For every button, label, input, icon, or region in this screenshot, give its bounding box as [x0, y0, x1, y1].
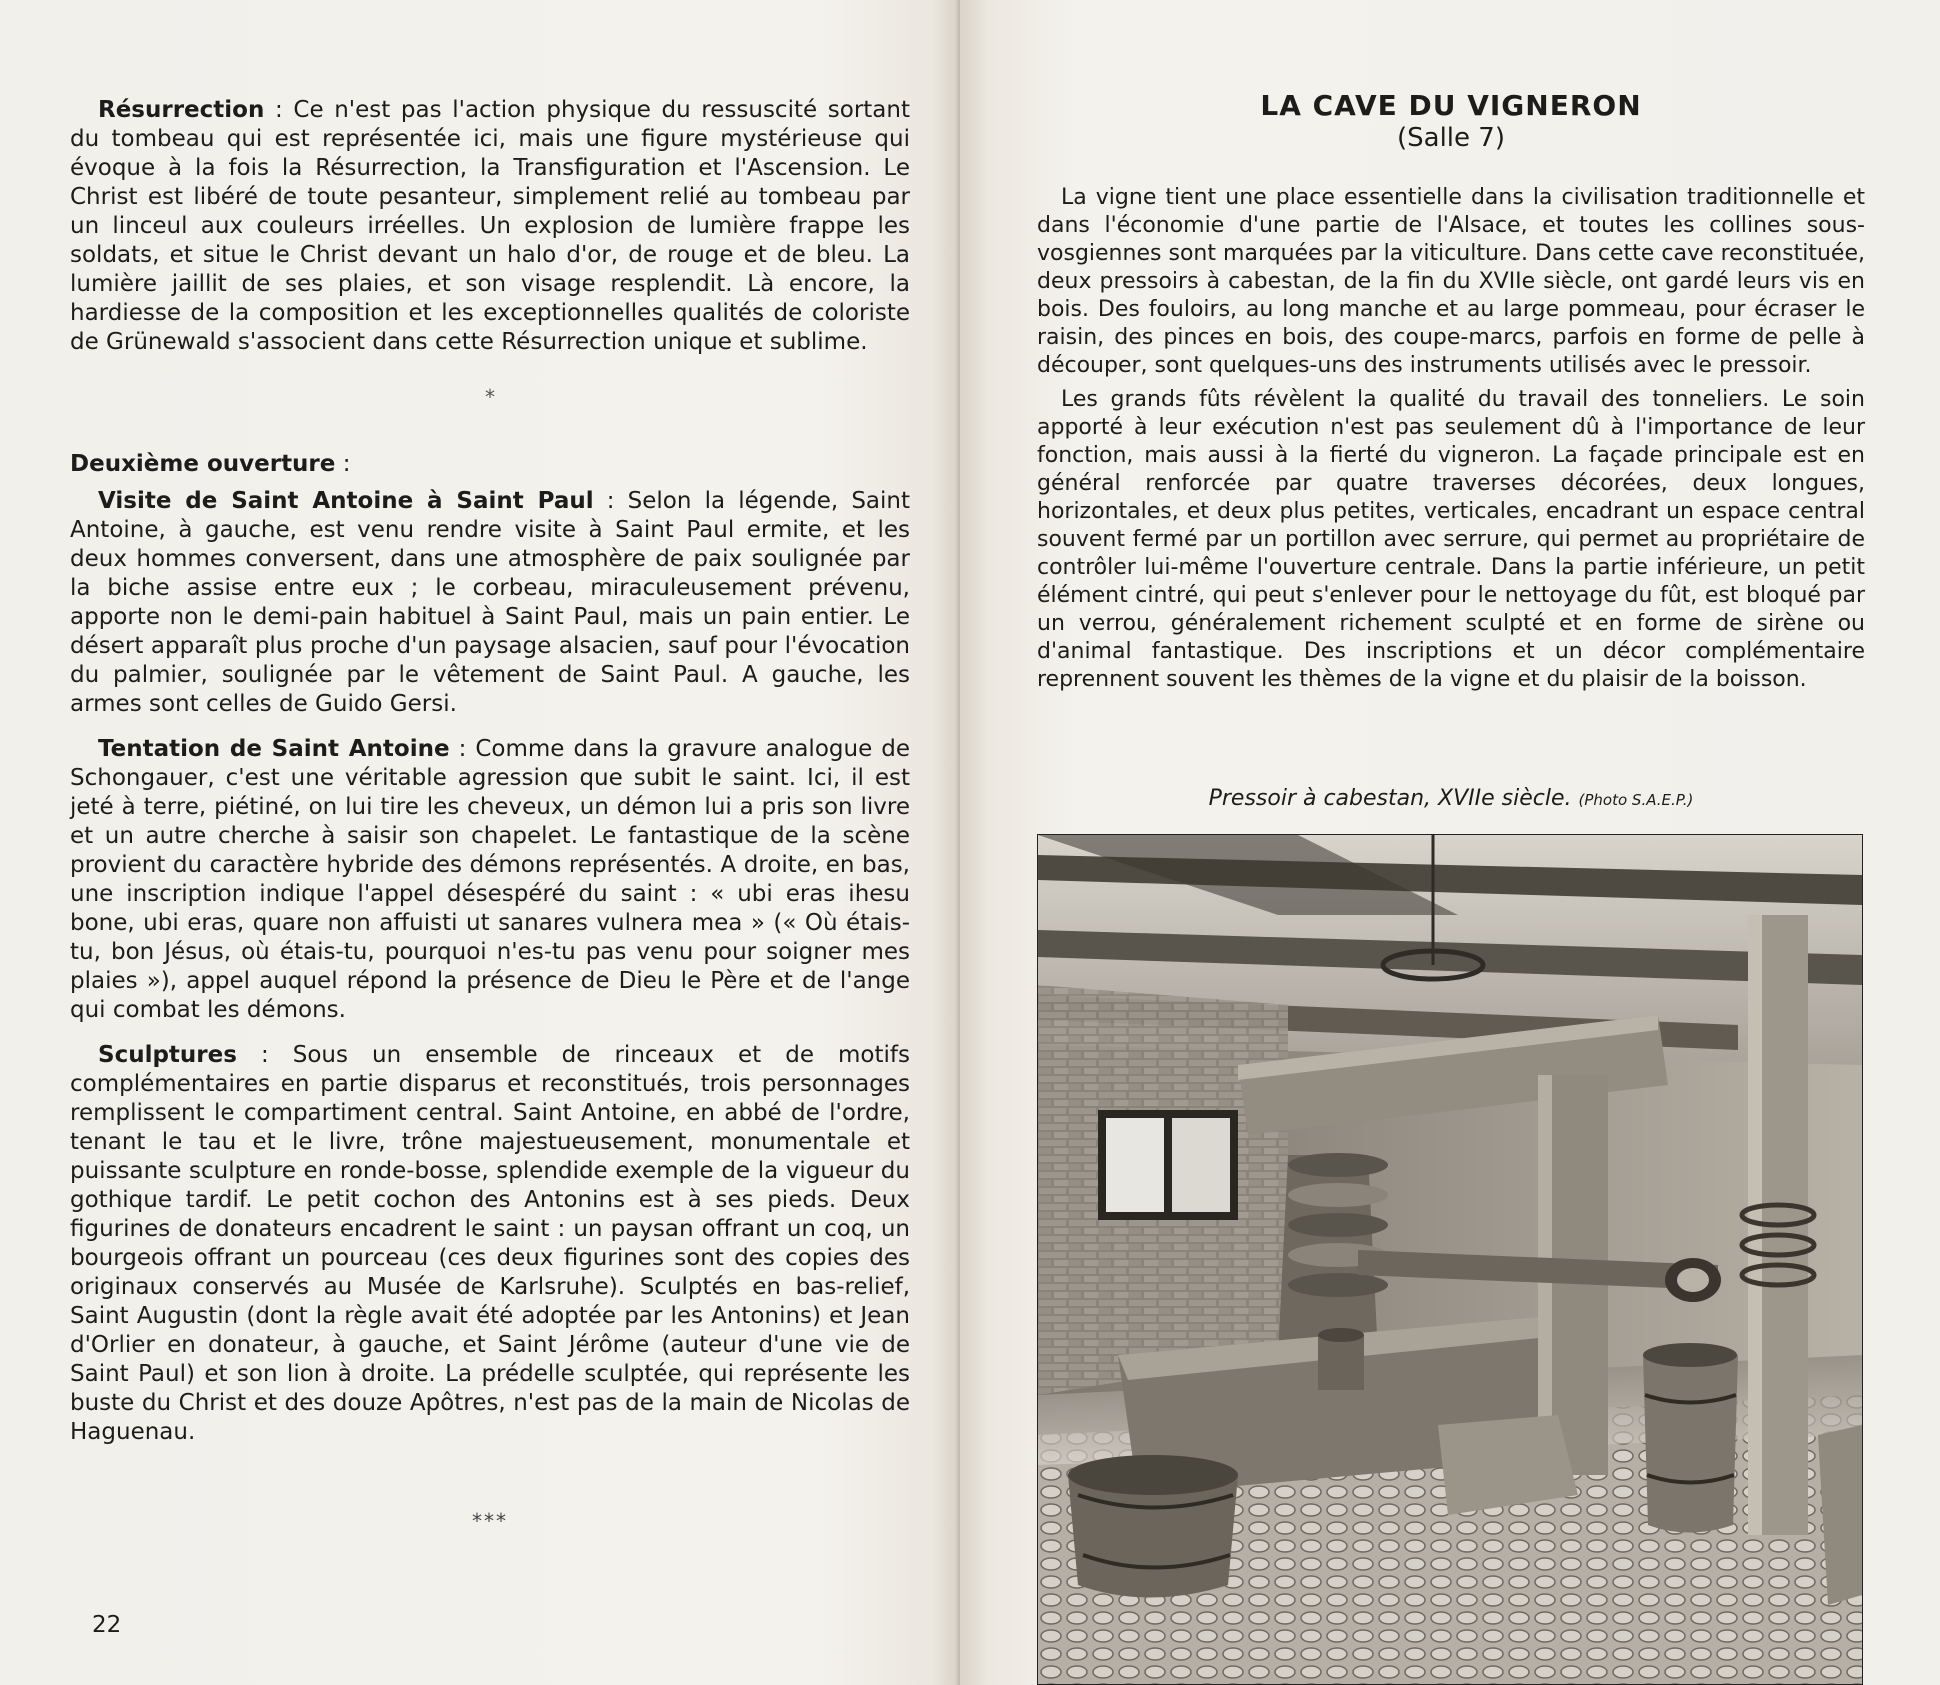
caption-credit: (Photo S.A.E.P.) — [1578, 791, 1694, 809]
page-number: 22 — [92, 1612, 122, 1638]
section-separator: * — [485, 385, 495, 409]
right-column — [1037, 89, 1865, 700]
term-visite: Visite de Saint Antoine à Saint Paul — [98, 488, 594, 514]
term-sculptures: Sculptures — [98, 1042, 237, 1068]
caption-text: Pressoir à cabestan, XVIIe siècle. — [1208, 786, 1572, 811]
page-title: LA CAVE DU VIGNERON — [1260, 89, 1642, 122]
photo-pressoir — [1037, 834, 1863, 1685]
paragraph-resurrection — [70, 96, 910, 357]
paragraph-tentation — [70, 735, 910, 1025]
left-page — [0, 0, 960, 1685]
paragraph-futs: Les grands fûts révèlent la qualité du travail des tonneliers. Le soin apporté à leur exécution n'est pas seulement dû à l'importance de leur fonction, mais aussi à la fierté du vigneron. La façade principale est en général renforcée par quatre traverses décorées, deux longues, horizontales, et deux plus petites, verticales, encadrant un espace central souvent fermé par un portillon avec serrure, qui permet au propriétaire de contrôler lui-même l'ouverture centrale. Dans la partie inférieure, un petit élément cintré, qui peut s'enlever pour le nettoyage du fût, est bloqué par un verrou, généralement richement sculpté et en forme de sirène ou d'animal fantastique. Des inscriptions et un décor complémentaire reprennent souvent les thèmes de la vigne et du plaisir de la boisson. — [1037, 387, 1865, 692]
heading-deuxieme-text: Deuxième ouverture — [70, 451, 336, 477]
term-tentation: Tentation de Saint Antoine — [98, 736, 450, 762]
text-tentation: : Comme dans la gravure analogue de Schongauer, c'est une véritable agression que subit le saint. Ici, il est jeté à terre, piétiné, on lui tire les cheveux, un démon lui a pris son livre et un autre cherche à saisir son chapelet. Le fantastique de la scène provient du caractère hybride des démons représentés. A droite, en bas, une inscription indique l'appel désespéré du saint : « ubi eras ihesu bone, ubi eras, quare non affuisti ut sanares vulnera mea » (« Où étais-tu, bon Jésus, où étais-tu, pourquoi n'es-tu pas venu pour soigner mes plaies »), appel auquel répond la présence de Dieu le Père et de l'ange qui combat les démons. — [70, 736, 910, 1023]
heading-deuxieme-ouverture — [70, 450, 910, 479]
text-sculptures: : Sous un ensemble de rinceaux et de motifs complémentaires en partie disparus et reconstitués, trois personnages remplissent le compartiment central. Saint Antoine, en abbé de l'ordre, tenant le tau et le livre, trône majestueusement, monumentale et puissante sculpture en ronde-bosse, splendide exemple de la vigueur du gothique tardif. Le petit cochon des Antonins est à ses pieds. Deux figurines de donateurs encadrent le saint : un paysan offrant un coq, un bourgeois offrant un pourceau (ces deux figurines sont des copies des originaux conservés au Musée de Karlsruhe). Sculptés en bas-relief, Saint Augustin (dont la règle avait été adoptée par les Antonins) et Jean d'Orlier en donateur, à gauche, et Saint Jérôme (auteur d'une vie de Saint Paul) et son lion à droite. La prédelle sculptée, qui représente les buste du Christ et des douze Apôtres, n'est pas de la main de Nicolas de Haguenau. — [70, 1042, 910, 1445]
photo-pressoir-illustration — [1038, 835, 1862, 1684]
paragraph-vigne: La vigne tient une place essentielle dans la civilisation traditionnelle et dans l'économie d'une partie de l'Alsace, et toutes les collines sous-vosgiennes sont marquées par la viticulture. Dans cette cave reconstituée, deux pressoirs à cabestan, de la fin du XVIIe siècle, ont gardé leurs vis en bois. Des fouloirs, au long manche et au large pommeau, pour écraser le raisin, des pinces en bois, des coupe-marcs, parfois en forme de pelle à découper, sont quelques-uns des instruments utilisés avec le pressoir. — [1037, 185, 1865, 378]
left-column — [70, 96, 910, 1536]
text-visite: : Selon la légende, Saint Antoine, à gauche, est venu rendre visite à Saint Paul ermite, et les deux hommes conversent, dans une atmosphère de paix soulignée par la biche assise entre eux ; le corbeau, miraculeusement prévenu, apporte non le demi-pain habituel à Saint Paul, mais un pain entier. Le désert apparaît plus proche d'un paysage alsacien, sauf pour l'évocation du palmier, soulignée par le vêtement de Saint Paul. A gauche, les armes sont celles de Guido Gersi. — [70, 488, 910, 717]
page-subtitle: (Salle 7) — [1397, 123, 1505, 153]
heading-deuxieme-colon: : — [335, 451, 351, 477]
text-resurrection: : Ce n'est pas l'action physique du ressuscité sortant du tombeau qui est représentée ici, mais une figure mystérieuse qui évoque à la fois la Résurrection, la Transfiguration et l'Ascension. Le Christ est libéré de toute pesanteur, simplement relié au tombeau par un linceul aux couleurs irréelles. Un explosion de lumière frappe les soldats, et situe le Christ devant un halo d'or, de rouge et de bleu. La lumière jaillit de ses plaies, et son visage resplendit. Là encore, la hardiesse de la composition et les exceptionnelles qualités de coloriste de Grünewald s'associent dans cette Résurrection unique et sublime. — [70, 97, 910, 355]
photo-caption — [1037, 786, 1865, 811]
paragraph-sculptures — [70, 1041, 910, 1447]
end-separator: *** — [472, 1509, 508, 1533]
paragraph-visite — [70, 487, 910, 719]
term-resurrection: Résurrection — [98, 97, 265, 123]
